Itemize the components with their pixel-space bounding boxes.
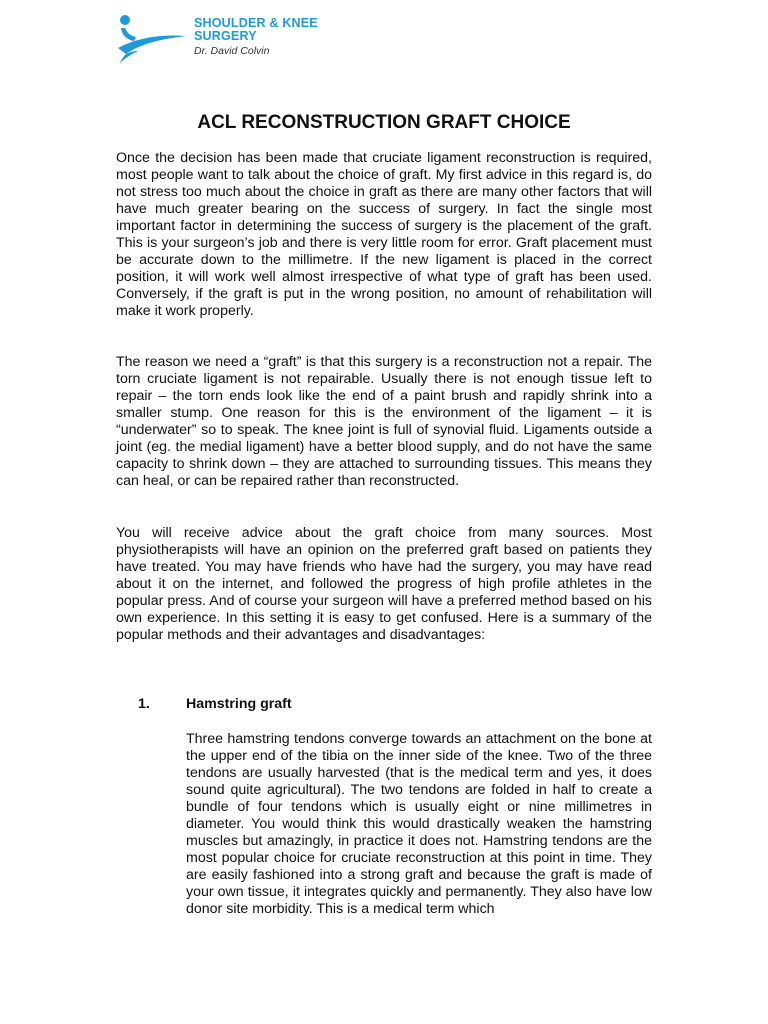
section-heading bbox=[138, 696, 292, 713]
document-title: ACL RECONSTRUCTION GRAFT CHOICE bbox=[197, 112, 571, 133]
logo-text bbox=[194, 17, 318, 58]
logo-doctor-name: Dr. David Colvin bbox=[194, 45, 270, 57]
logo-title-line2: SURGERY bbox=[194, 29, 257, 43]
clinic-logo bbox=[116, 14, 346, 64]
section-title: Hamstring graft bbox=[186, 696, 292, 712]
section-number: 1. bbox=[138, 696, 150, 712]
paragraph-hamstring-graft: Three hamstring tendons converge towards an attachment on the bone at the upper end of the tibia on the inner side of the knee. Two of the three tendons are usually harvested (that is the medical term and yes, it does sound quite agricultural). The two tendons are folded in half to create a bundle of four tendons which is usually eight or nine millimetres in diameter. You would think this would drastically weaken the hamstring muscles but amazingly, in practice it does not. Hamstring tendons are the most popular choice for cruciate reconstruction at this point in time. They are easily fashioned into a strong graft and because the graft is made of your own tissue, it integrates quickly and permanently. They also have low donor site morbidity. This is a medical term which bbox=[186, 731, 652, 917]
logo-title-line1: SHOULDER & KNEE bbox=[194, 16, 318, 30]
figure-logo-icon bbox=[116, 14, 188, 64]
paragraph-graft-decision: Once the decision has been made that cruciate ligament reconstruction is required, most people want to talk about the choice of graft. My first advice in this regard is, do not stress too much about the choice in graft as there are many other factors that will have much greater bearing on the success of surgery. In fact the single most important factor in determining the success of surgery is the placement of the graft. This is your surgeon’s job and there is very little room for error. Graft placement must be accurate down to the millimetre. If the new ligament is placed in the correct position, it will work well almost irrespective of what type of graft has been used. Conversely, if the graft is put in the wrong position, no amount of rehabilitation will make it work properly. bbox=[116, 150, 652, 319]
paragraph-advice-sources: You will receive advice about the graft choice from many sources. Most physiotherapists will have an opinion on the preferred graft based on patients they have treated. You may have friends who have had the surgery, you may have read about it on the internet, and followed the progress of high profile athletes in the popular press. And of course your surgeon will have a preferred method based on his own experience. In this setting it is easy to get confused. Here is a summary of the popular methods and their advantages and disadvantages: bbox=[116, 525, 652, 643]
paragraph-why-graft: The reason we need a “graft” is that this surgery is a reconstruction not a repair. The torn cruciate ligament is not repairable. Usually there is not enough tissue left to repair – the torn ends look like the end of a paint brush and rapidly shrink into a smaller stump. One reason for this is the environment of the ligament – it is “underwater” so to speak. The knee joint is full of synovial fluid. Ligaments outside a joint (eg. the medial ligament) have a better blood supply, and do not have the same capacity to shrink down – they are attached to surrounding tissues. This means they can heal, or can be repaired rather than reconstructed. bbox=[116, 354, 652, 489]
